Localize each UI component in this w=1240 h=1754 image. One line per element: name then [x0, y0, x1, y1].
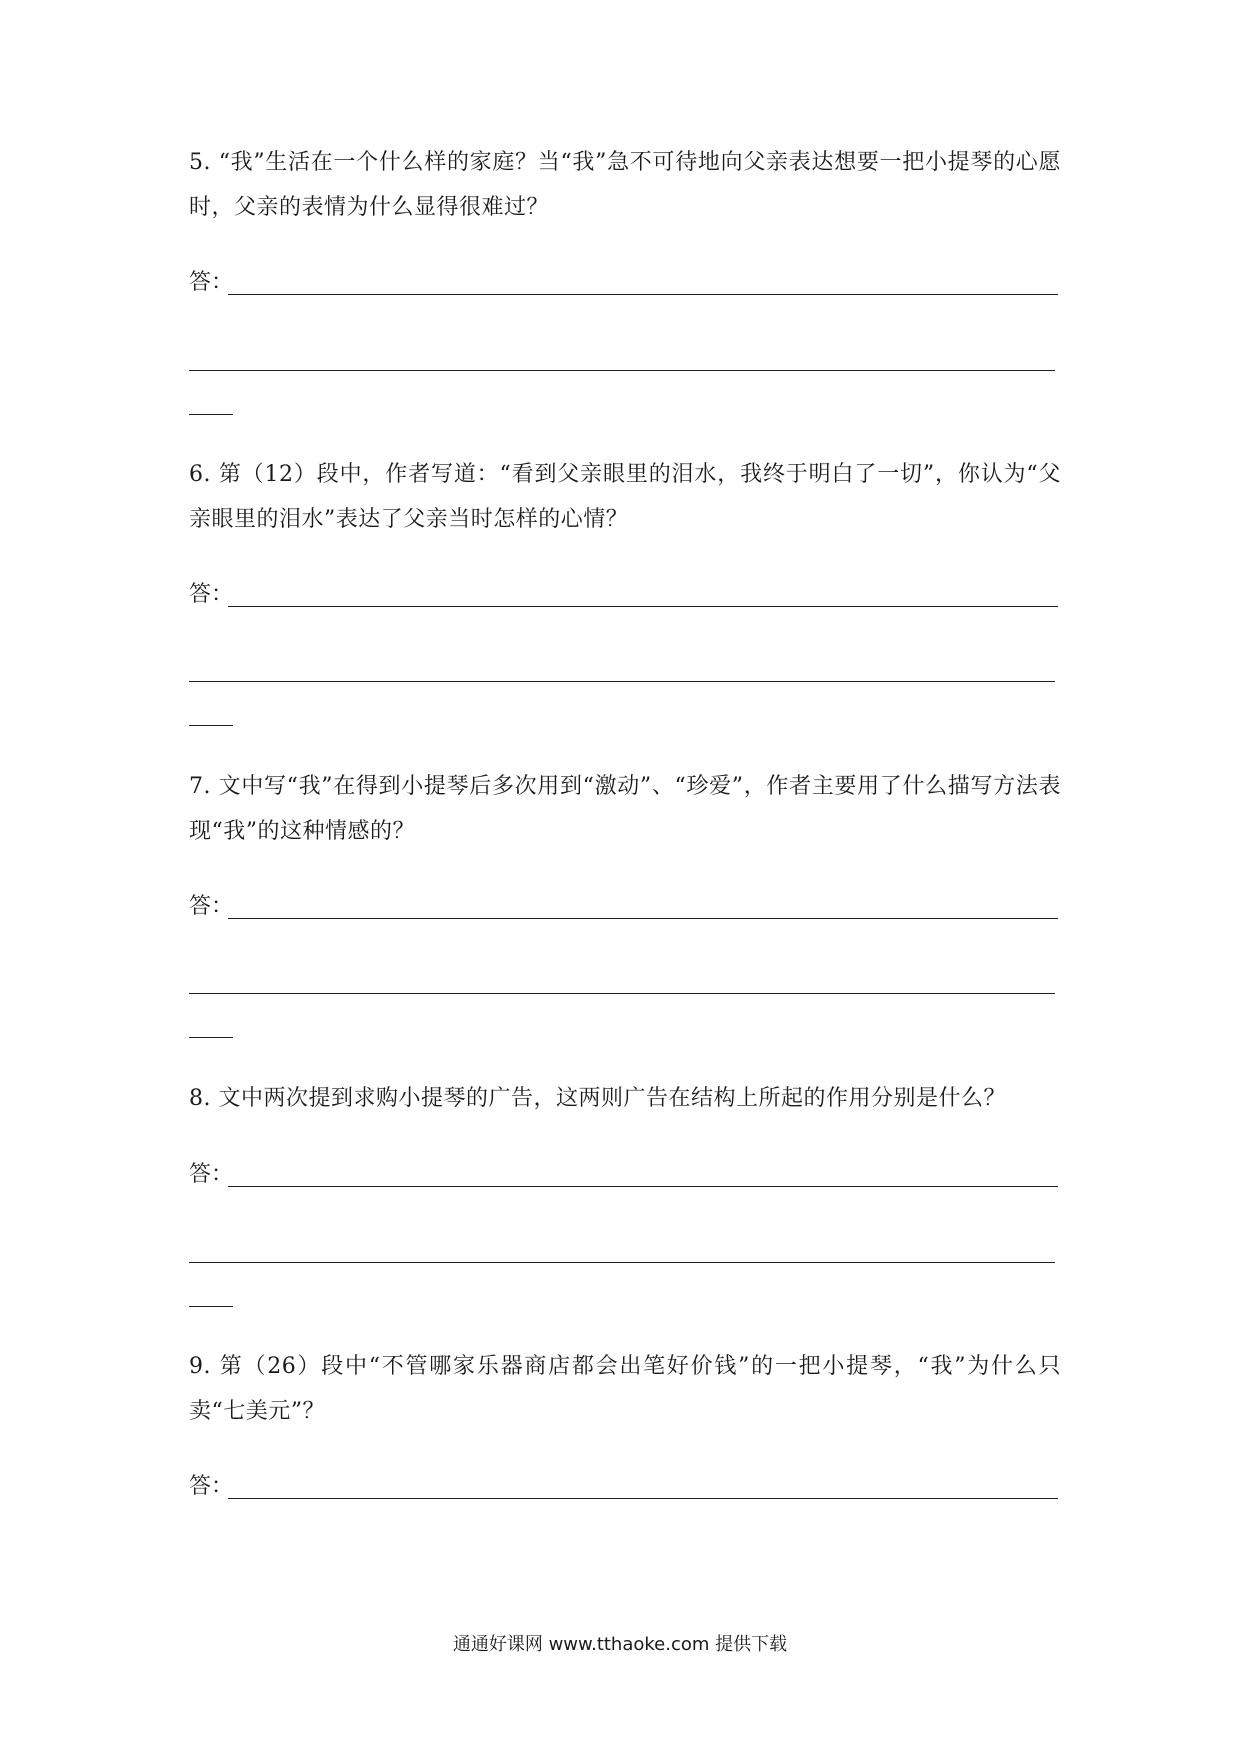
question-5-answer-line-1[interactable] — [228, 294, 1058, 295]
question-8-answer-line-2[interactable] — [189, 1262, 1055, 1263]
question-6-answer-line-1[interactable] — [228, 606, 1058, 607]
question-5-answer-line-2[interactable] — [189, 370, 1055, 371]
question-7-answer-label — [189, 892, 233, 922]
question-6-answer-label — [189, 580, 233, 610]
question-7-text: 7. 文中写“我”在得到小提琴后多次用到“激动”、“珍爱”，作者主要用了什么描写方法表现“我”的这种情感的？ — [189, 774, 1061, 844]
question-9-answer-line-1[interactable] — [228, 1498, 1058, 1499]
question-6-answer-line-2[interactable] — [189, 681, 1055, 682]
question-9-answer-label — [189, 1472, 233, 1502]
answer-label: 答： — [189, 1474, 234, 1499]
question-7-answer-line-1[interactable] — [228, 918, 1058, 919]
answer-label: 答： — [189, 582, 234, 607]
question-5-text: 5. “我”生活在一个什么样的家庭？当“我”急不可待地向父亲表达想要一把小提琴的心愿时，父亲的表情为什么显得很难过？ — [189, 150, 1061, 220]
answer-label: 答： — [189, 894, 234, 919]
question-5-answer-label — [189, 268, 233, 298]
question-8-answer-label — [189, 1160, 233, 1190]
question-9-text: 9. 第（26）段中“不管哪家乐器商店都会出笔好价钱”的一把小提琴，“我”为什么只卖“七美元”？ — [189, 1354, 1061, 1424]
question-6-text: 6. 第（12）段中，作者写道：“看到父亲眼里的泪水，我终于明白了一切”，你认为“父亲眼里的泪水”表达了父亲当时怎样的心情？ — [189, 462, 1061, 532]
question-7-answer-line-3[interactable] — [189, 1037, 233, 1038]
question-8-text: 8. 文中两次提到求购小提琴的广告，这两则广告在结构上所起的作用分别是什么？ — [189, 1086, 1006, 1111]
page-footer: 通通好课网 www.tthaoke.com 提供下载 — [452, 1634, 788, 1655]
question-5-answer-line-3[interactable] — [189, 414, 233, 415]
question-6-answer-line-3[interactable] — [189, 725, 233, 726]
question-8-answer-line-3[interactable] — [189, 1306, 233, 1307]
question-7-answer-line-2[interactable] — [189, 993, 1055, 994]
answer-label: 答： — [189, 270, 234, 295]
answer-label: 答： — [189, 1162, 234, 1187]
question-8-answer-line-1[interactable] — [228, 1186, 1058, 1187]
